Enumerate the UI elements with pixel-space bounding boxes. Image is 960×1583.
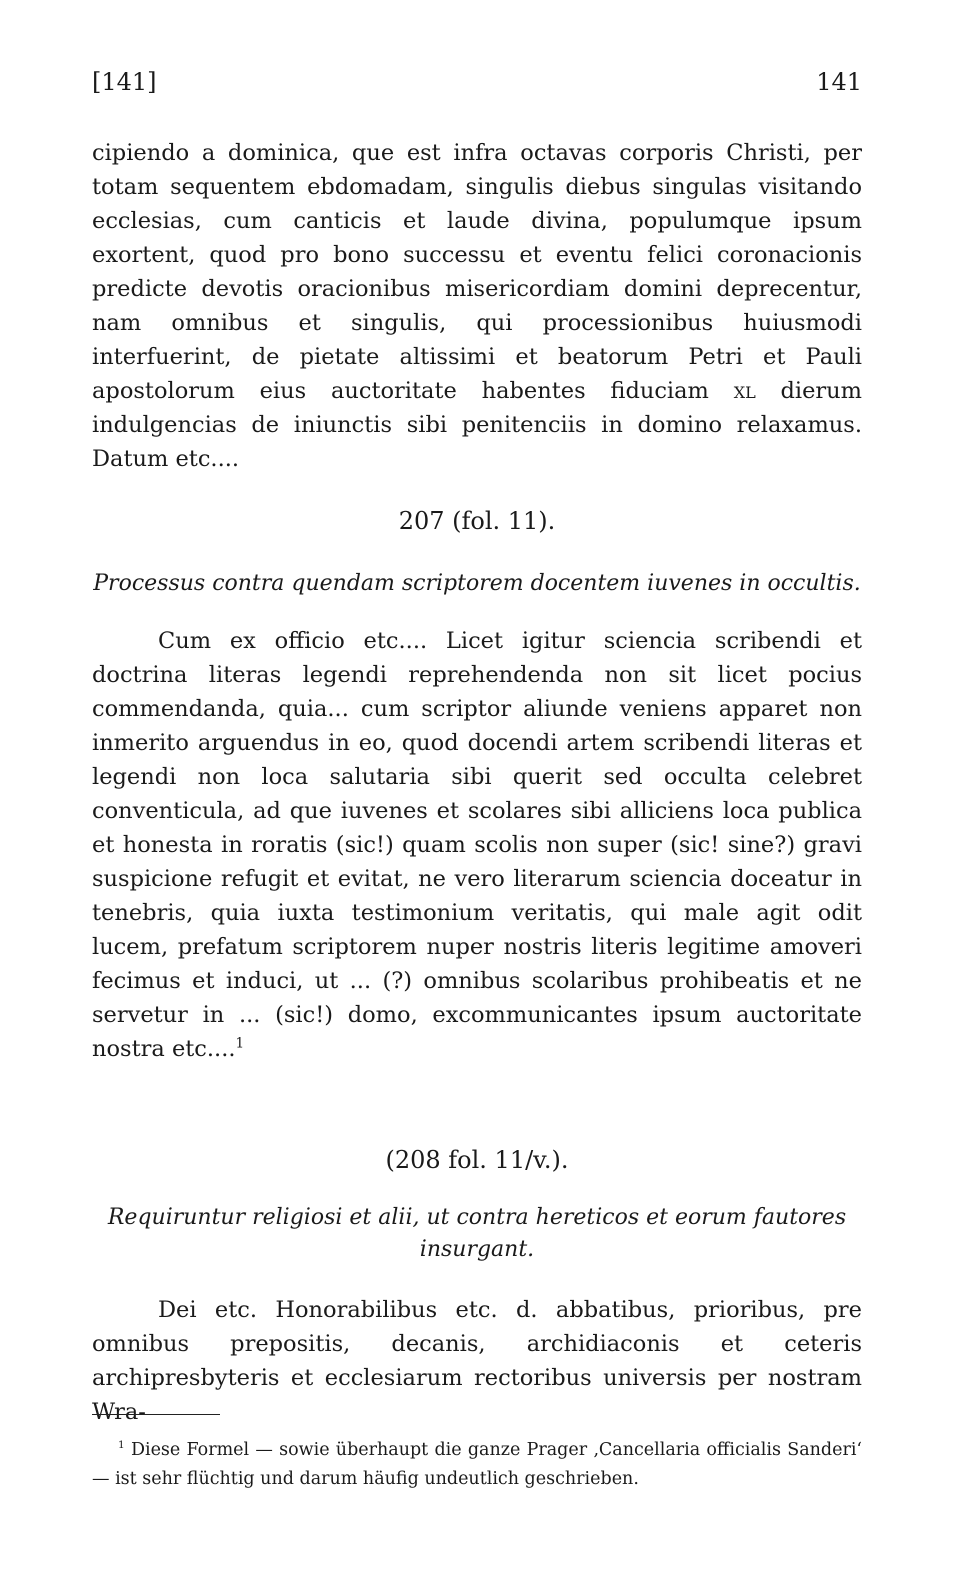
document-title-208: Requiruntur religiosi et alii, ut contra hereticos et eorum fautores insurgant.: [107, 1205, 847, 1262]
document-number-208: (208 fol. 11/v.).: [385, 1146, 569, 1174]
footnote: [92, 1436, 862, 1494]
document-title-207: Processus contra quendam scriptorem docentem iuvenes in occultis.: [93, 571, 861, 596]
document-text-208: Dei etc. Honorabilibus etc. d. abbatibus, prioribus, pre omnibus prepositis, decanis, archidiaconis et ceteris archipresbyteris et ecclesiarum rectoribus universis per nostram Wra-: [92, 1297, 862, 1425]
document-text-207: [92, 624, 862, 1066]
footnote-reference: 1: [235, 1035, 245, 1052]
roman-numeral: xl: [733, 378, 756, 404]
paragraph-continued: [92, 136, 862, 476]
document-text-207-body: Cum ex officio etc.... Licet igitur sciencia scribendi et doctrina literas legendi reprehendenda non sit licet pocius commendanda, quia... cum scriptor aliunde veniens apparet non inmerito arguendus in eo, quod docendi artem scribendi literas et legendi non loca salutaria sibi querit sed occulta celebret conventicula, ad que iuvenes et scolares sibi alliciens loca publica et honesta in roratis (sic!) quam scolis non super (sic! sine?) gravi suspicione refugit et evitat, ne vero literarum sciencia doceatur in tenebris, quia iuxta testimonium veritatis, qui male agit odit lucem, prefatum scriptorem nuper nostris literis legitime amoveri fecimus et induci, ut ... (?) omnibus scolaribus prohibeatis et ne servetur in ... (sic!) domo, excommunicantes ipsum auctoritate nostra etc....: [92, 628, 862, 1062]
header-bracket-page-number: [141]: [92, 68, 157, 96]
running-header: [92, 68, 862, 108]
document-number-207: 207 (fol. 11).: [398, 507, 556, 535]
paragraph-continued-end: dierum indulgencias de iniunctis sibi penitenciis in domino relaxamus. Datum etc....: [92, 378, 862, 472]
footnote-mark: 1: [118, 1439, 125, 1452]
footnote-divider: [92, 1414, 220, 1415]
footnote-text: Diese Formel — sowie überhaupt die ganze Prager ‚Cancellaria officialis Sanderi‘ — ist sehr flüchtig und darum häufig undeutlich geschrieben.: [92, 1440, 862, 1489]
header-page-number: 141: [816, 68, 862, 96]
paragraph-continued-text: cipiendo a dominica, que est infra octavas corporis Christi, per totam sequentem ebdomadam, singulis diebus singulas visitando ecclesias, cum canticis et laude divina, populumque ipsum exortent, quod pro bono successu et eventu felici coronacionis predicte devotis oracionibus misericordiam domini deprecentur, nam omnibus et singulis, qui processionibus huiusmodi interfuerint, de pietate altissimi et beatorum Petri et Pauli apostolorum eius auctoritate habentes fiduciam: [92, 140, 862, 404]
